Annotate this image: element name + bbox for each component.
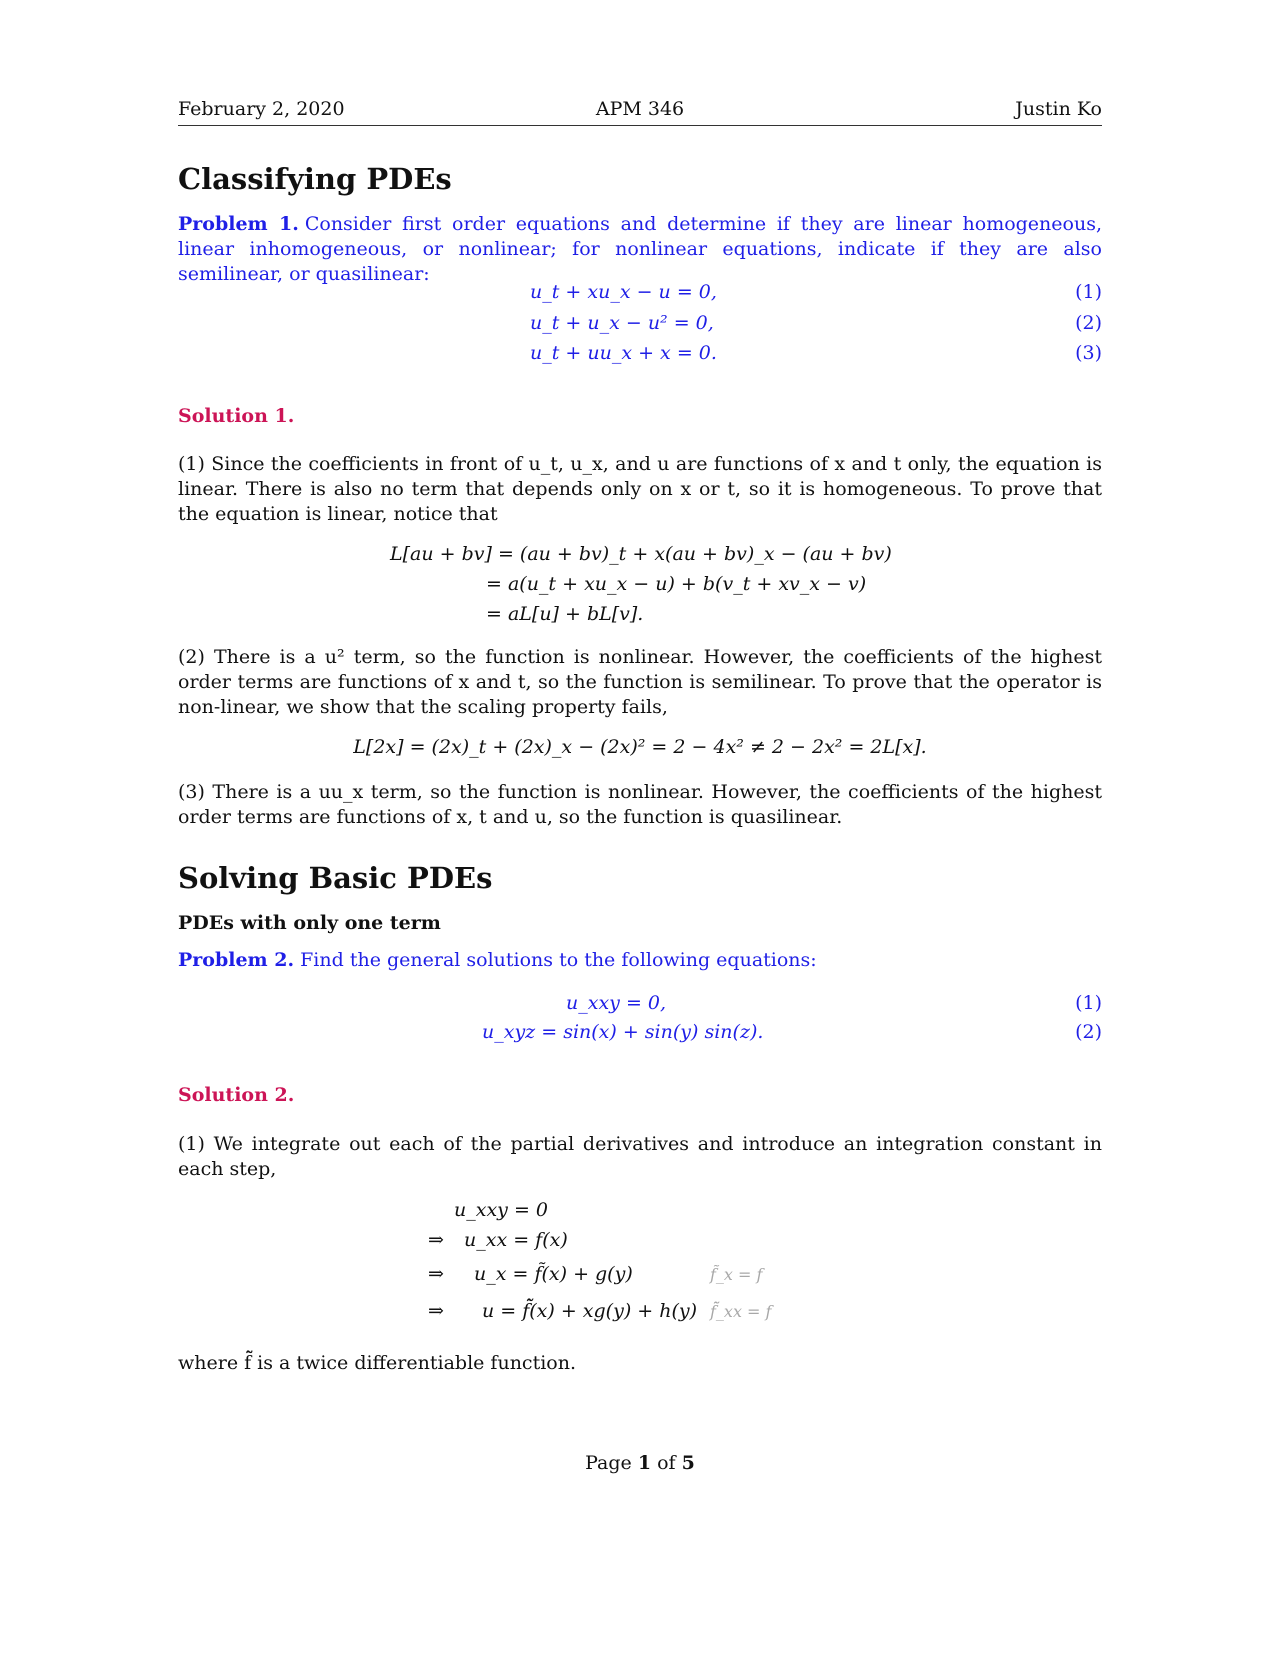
step-expr: u_xxy = 0 bbox=[454, 1199, 548, 1221]
problem-2 bbox=[178, 948, 1102, 973]
equation-number: (1) bbox=[1075, 281, 1102, 303]
step-note: f̃_x = f bbox=[710, 1265, 763, 1284]
equation-expr: u_t + u_x − u² = 0, bbox=[530, 312, 714, 334]
align-expr: = aL[u] + bL[v]. bbox=[486, 603, 644, 625]
problem-1 bbox=[178, 212, 1102, 287]
problem-2-equation bbox=[178, 1021, 1102, 1049]
header-course: APM 346 bbox=[595, 98, 685, 120]
problem-2-text: Find the general solutions to the following equations: bbox=[300, 949, 817, 971]
implies-arrow: ⇒ bbox=[428, 1263, 444, 1285]
page-footer bbox=[178, 1452, 1102, 1474]
footer-page-number: 1 bbox=[637, 1452, 652, 1474]
problem-2-lead: Problem 2. bbox=[178, 949, 295, 971]
section-title-solving: Solving Basic PDEs bbox=[178, 861, 493, 895]
equation-expr: u_xxy = 0, bbox=[566, 992, 667, 1014]
footer-page-total: 5 bbox=[681, 1452, 695, 1474]
equation-number: (3) bbox=[1075, 342, 1102, 364]
equation-number: (2) bbox=[1075, 1021, 1102, 1043]
step-expr: u_x = f̃(x) + g(y) bbox=[474, 1263, 633, 1285]
step-expr: u = f̃̃(x) + xg(y) + h(y) bbox=[482, 1300, 698, 1322]
solution-1-paragraph-3: (3) There is a uu_x term, so the function is nonlinear. However, the coefficients of the highest order terms are functions of x, t and u, so the function is quasilinear. bbox=[178, 781, 1102, 828]
equation-number: (2) bbox=[1075, 312, 1102, 334]
problem-1-equation bbox=[178, 281, 1102, 309]
integration-step bbox=[178, 1263, 1102, 1291]
header-author: Justin Ko bbox=[1015, 98, 1102, 120]
solution-1-lead: Solution 1. bbox=[178, 405, 295, 427]
align-expr: = a(u_t + xu_x − u) + b(v_t + xv_x − v) bbox=[486, 573, 867, 595]
step-expr: u_xx = f(x) bbox=[464, 1229, 568, 1251]
align-expr: L[au + bv] = (au + bv)_t + x(au + bv)_x − (au + bv) bbox=[390, 543, 892, 565]
header-rule bbox=[178, 125, 1102, 126]
linearity-align-line bbox=[178, 573, 1102, 601]
solution-1-paragraph-2: (2) There is a u² term, so the function is nonlinear. However, the coefficients of the highest order terms are functions of x and t, so the function is semilinear. To prove that the operator is non-linear, we show that the scaling property fails, bbox=[178, 646, 1102, 718]
integration-step bbox=[178, 1229, 1102, 1257]
footer-page-label: Page bbox=[585, 1452, 632, 1474]
equation-expr: u_t + uu_x + x = 0. bbox=[530, 342, 717, 364]
implies-arrow: ⇒ bbox=[428, 1300, 444, 1322]
subsection-title: PDEs with only one term bbox=[178, 912, 441, 934]
equation-expr: u_xyz = sin(x) + sin(y) sin(z). bbox=[482, 1021, 764, 1043]
solution-2-lead: Solution 2. bbox=[178, 1084, 295, 1106]
solution-2-paragraph-1: (1) We integrate out each of the partial derivatives and introduce an integration constant in each step, bbox=[178, 1133, 1102, 1180]
header-date: February 2, 2020 bbox=[178, 98, 345, 120]
document-page bbox=[178, 0, 1102, 1656]
linearity-align-line bbox=[178, 603, 1102, 631]
solution-1-paragraph-1: (1) Since the coefficients in front of u_t, u_x, and u are functions of x and t only, the equation is linear. There is also no term that depends only on x or t, so it is homogeneous. To prove that the equation is linear, notice that bbox=[178, 453, 1102, 525]
problem-1-lead: Problem 1. bbox=[178, 213, 299, 235]
implies-arrow: ⇒ bbox=[428, 1229, 444, 1251]
equation-number: (1) bbox=[1075, 992, 1102, 1014]
scaling-equation: L[2x] = (2x)_t + (2x)_x − (2x)² = 2 − 4x² ≠ 2 − 2x² = 2L[x]. bbox=[353, 736, 927, 758]
problem-1-equation bbox=[178, 312, 1102, 340]
linearity-align-line bbox=[178, 543, 1102, 571]
footer-of-label: of bbox=[657, 1452, 676, 1474]
problem-1-text: Consider first order equations and determine if they are linear homogeneous, linear inhomogeneous, or nonlinear; for nonlinear equations, indicate if they are also semilinear, or quasilinear: bbox=[178, 213, 1103, 285]
equation-expr: u_t + xu_x − u = 0, bbox=[530, 281, 717, 303]
integration-step bbox=[178, 1300, 1102, 1328]
solution-2-paragraph-2: where f̃̃ is a twice differentiable function. bbox=[178, 1352, 576, 1374]
section-title-classifying: Classifying PDEs bbox=[178, 162, 452, 196]
integration-step bbox=[178, 1199, 1102, 1227]
step-note: f̃̃_xx = f bbox=[710, 1302, 772, 1321]
problem-1-equation bbox=[178, 342, 1102, 370]
problem-2-equation bbox=[178, 992, 1102, 1020]
